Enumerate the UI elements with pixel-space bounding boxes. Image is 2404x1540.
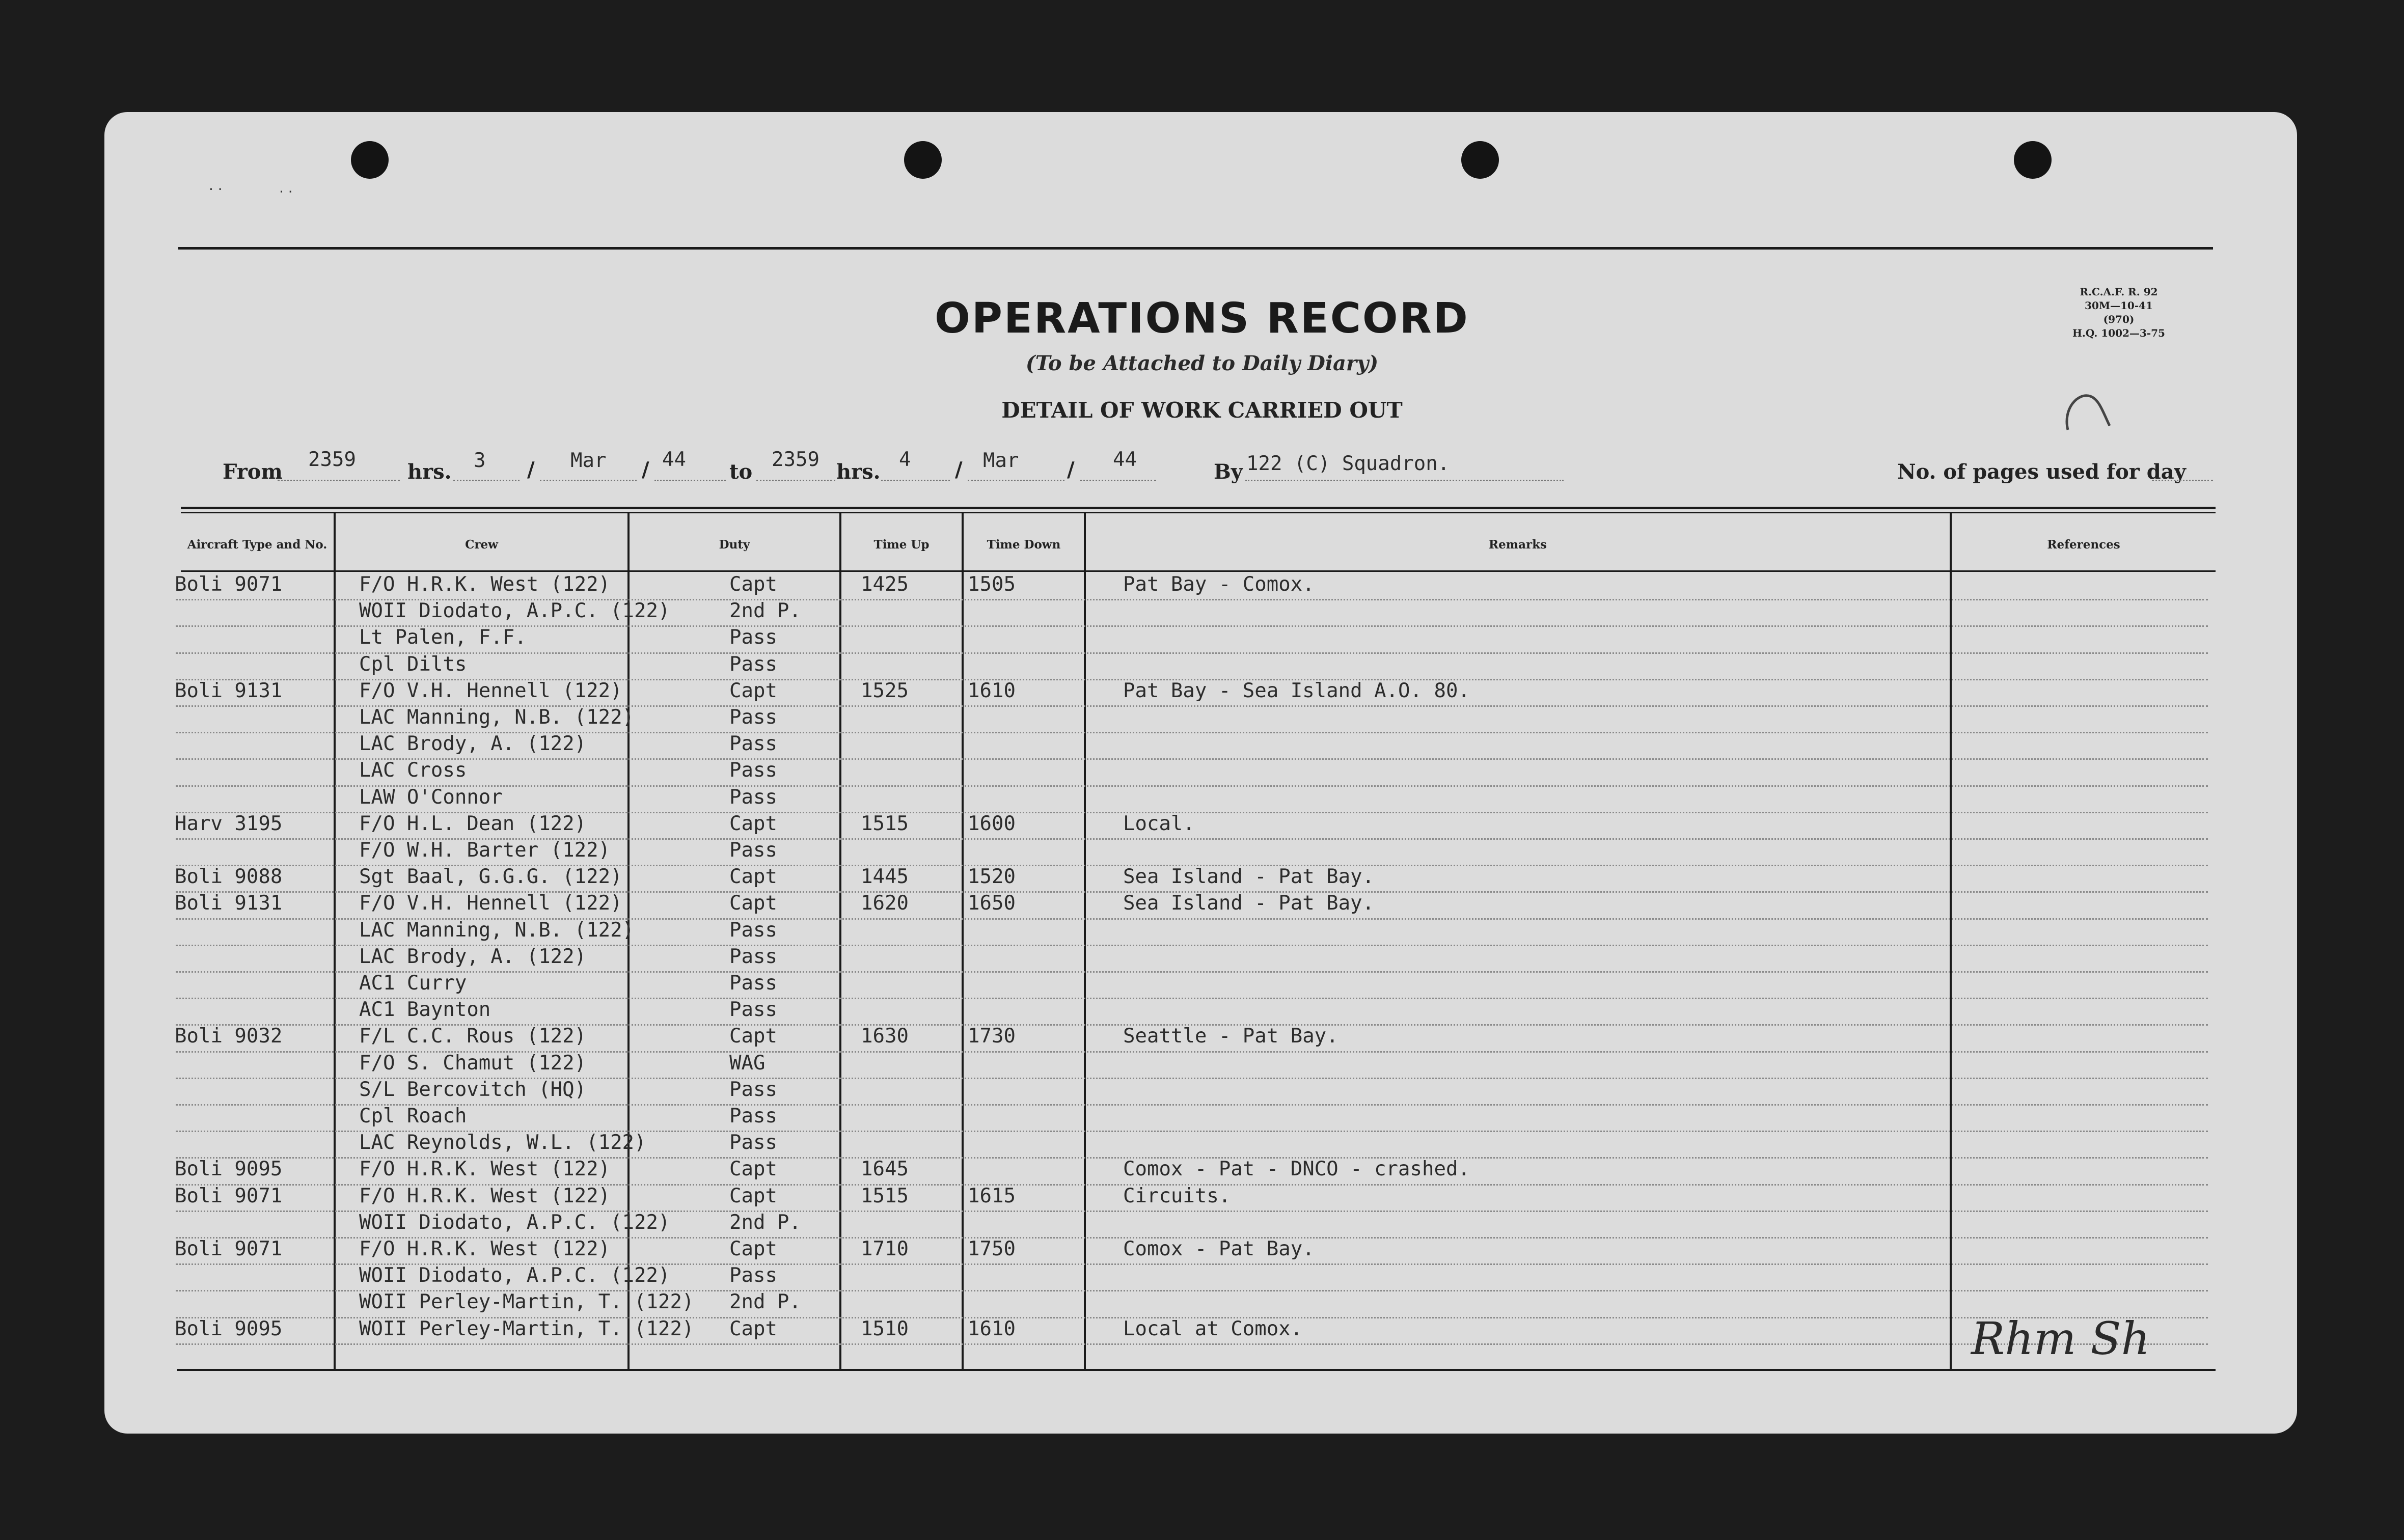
duty-cell: Pass	[729, 786, 777, 809]
duty-cell: Pass	[729, 1131, 777, 1154]
from-month: Mar	[570, 449, 607, 472]
row-rule	[176, 652, 2208, 654]
remarks-cell: Pat Bay - Sea Island A.O. 80.	[1123, 679, 1470, 702]
time-down-cell: 1505	[968, 573, 1016, 596]
duty-cell: 2nd P.	[729, 599, 801, 622]
crew-cell: Sgt Baal, G.G.G. (122)	[359, 865, 622, 888]
crew-cell: LAC Cross	[359, 759, 467, 782]
time-up-cell: 1645	[861, 1158, 909, 1180]
aircraft-cell: Boli 9071	[175, 1185, 283, 1207]
remarks-cell: Local.	[1123, 812, 1195, 835]
duty-cell: 2nd P.	[729, 1211, 801, 1234]
crew-cell: AC1 Curry	[359, 972, 467, 995]
crew-cell: Lt Palen, F.F.	[359, 626, 527, 649]
aircraft-cell: Boli 9131	[175, 892, 283, 915]
time-up-cell: 1525	[861, 679, 909, 702]
duty-cell: WAG	[729, 1052, 766, 1075]
crew-cell: F/O H.R.K. West (122)	[359, 1185, 611, 1207]
from-time-blank	[278, 480, 400, 481]
col-header-duty: Duty	[719, 538, 750, 552]
crew-cell: Cpl Roach	[359, 1105, 467, 1128]
duty-cell: Pass	[729, 945, 777, 968]
to-month: Mar	[983, 449, 1019, 472]
date-slash: /	[955, 458, 963, 482]
squadron-blank	[1245, 480, 1564, 481]
row-rule	[176, 1104, 2208, 1106]
remarks-cell: Local at Comox.	[1123, 1317, 1303, 1340]
by-label: By	[1214, 460, 1243, 484]
crew-cell: WOII Diodato, A.P.C. (122)	[359, 1264, 670, 1287]
remarks-cell: Circuits.	[1123, 1185, 1231, 1207]
crew-cell: LAC Brody, A. (122)	[359, 732, 587, 755]
duty-cell: Pass	[729, 1078, 777, 1101]
crew-cell: WOII Perley-Martin, T. (122)	[359, 1290, 694, 1313]
column-divider	[1950, 513, 1952, 1370]
remarks-cell: Comox - Pat Bay.	[1123, 1238, 1315, 1260]
crew-cell: LAW O'Connor	[359, 786, 503, 809]
duty-cell: Capt	[729, 1238, 777, 1260]
header-rule	[181, 570, 2216, 572]
row-rule	[176, 1343, 2208, 1345]
crew-cell: WOII Perley-Martin, T. (122)	[359, 1317, 694, 1340]
row-rule	[176, 758, 2208, 760]
from-label: From	[223, 460, 283, 484]
crew-cell: F/O S. Chamut (122)	[359, 1052, 587, 1075]
time-up-cell: 1510	[861, 1317, 909, 1340]
handwritten-signature: Rhm Sh	[1971, 1312, 2150, 1365]
time-down-cell: 1610	[968, 679, 1016, 702]
remarks-cell: Seattle - Pat Bay.	[1123, 1025, 1338, 1048]
time-down-cell: 1615	[968, 1185, 1016, 1207]
table-top-rule	[181, 507, 2216, 509]
duty-cell: Capt	[729, 1025, 777, 1048]
crew-cell: F/O V.H. Hennell (122)	[359, 892, 622, 915]
detail-heading: DETAIL OF WORK CARRIED OUT	[1001, 398, 1403, 423]
time-down-cell: 1730	[968, 1025, 1016, 1048]
duty-cell: Pass	[729, 1105, 777, 1128]
to-day-blank	[881, 480, 950, 481]
duty-cell: Pass	[729, 653, 777, 676]
aircraft-cell: Boli 9095	[175, 1317, 283, 1340]
time-down-cell: 1600	[968, 812, 1016, 835]
col-header-remarks: Remarks	[1489, 538, 1547, 552]
crew-cell: LAC Manning, N.B. (122)	[359, 706, 635, 729]
aircraft-cell: Boli 9131	[175, 679, 283, 702]
from-day-blank	[453, 480, 520, 481]
crew-cell: AC1 Baynton	[359, 998, 491, 1021]
duty-cell: Pass	[729, 1264, 777, 1287]
remarks-cell: Comox - Pat - DNCO - crashed.	[1123, 1158, 1470, 1180]
to-time: 2359	[772, 448, 819, 471]
aircraft-cell: Boli 9088	[175, 865, 283, 888]
time-down-cell: 1650	[968, 892, 1016, 915]
hrs-label: hrs.	[836, 460, 881, 484]
aircraft-cell: Boli 9071	[175, 1238, 283, 1260]
time-up-cell: 1445	[861, 865, 909, 888]
crew-cell: LAC Manning, N.B. (122)	[359, 919, 635, 942]
crew-cell: Cpl Dilts	[359, 653, 467, 676]
date-slash: /	[642, 458, 649, 482]
table-bottom-rule	[177, 1369, 2216, 1371]
duty-cell: Pass	[729, 972, 777, 995]
punch-hole	[904, 141, 942, 179]
page-subtitle: (To be Attached to Daily Diary)	[1025, 351, 1379, 375]
squadron: 122 (C) Squadron.	[1246, 452, 1450, 475]
duty-cell: Capt	[729, 1158, 777, 1180]
punch-hole	[1461, 141, 1499, 179]
duty-cell: Pass	[729, 732, 777, 755]
crew-cell: S/L Bercovitch (HQ)	[359, 1078, 587, 1101]
pencil-mark	[2063, 388, 2114, 437]
aircraft-cell: Boli 9032	[175, 1025, 283, 1048]
aircraft-cell: Boli 9095	[175, 1158, 283, 1180]
table-top-rule	[181, 512, 2216, 513]
to-year-blank	[1080, 480, 1156, 481]
duty-cell: Capt	[729, 892, 777, 915]
duty-cell: Pass	[729, 919, 777, 942]
page-title: OPERATIONS RECORD	[935, 294, 1469, 343]
duty-cell: Pass	[729, 839, 777, 862]
scan-speck: · ·	[279, 183, 293, 200]
crew-cell: LAC Brody, A. (122)	[359, 945, 587, 968]
to-day: 4	[899, 448, 911, 471]
duty-cell: Capt	[729, 812, 777, 835]
to-time-blank	[756, 480, 835, 481]
date-slash: /	[1067, 458, 1075, 482]
remarks-cell: Sea Island - Pat Bay.	[1123, 892, 1375, 915]
punch-hole	[351, 141, 389, 179]
form-code: R.C.A.F. R. 92 30M—10-41 (970) H.Q. 1002—3-75	[2072, 286, 2165, 339]
column-divider	[839, 513, 841, 1370]
col-header-aircraft: Aircraft Type and No.	[187, 538, 327, 552]
crew-cell: WOII Diodato, A.P.C. (122)	[359, 1211, 670, 1234]
top-rule	[178, 247, 2213, 250]
row-rule	[176, 971, 2208, 973]
time-up-cell: 1515	[861, 812, 909, 835]
duty-cell: Capt	[729, 865, 777, 888]
col-header-crew: Crew	[465, 538, 498, 552]
date-slash: /	[527, 458, 535, 482]
column-divider	[627, 513, 630, 1370]
col-header-time-up: Time Up	[873, 538, 930, 552]
pages-blank	[2152, 480, 2213, 481]
time-up-cell: 1515	[861, 1185, 909, 1207]
from-month-blank	[540, 480, 637, 481]
crew-cell: F/O H.R.K. West (122)	[359, 573, 611, 596]
pages-label: No. of pages used for day	[1897, 460, 2186, 484]
aircraft-cell: Harv 3195	[175, 812, 283, 835]
from-year-blank	[654, 480, 726, 481]
time-up-cell: 1710	[861, 1238, 909, 1260]
duty-cell: Pass	[729, 759, 777, 782]
scan-speck: · ·	[209, 181, 223, 198]
crew-cell: F/L C.C. Rous (122)	[359, 1025, 587, 1048]
time-down-cell: 1750	[968, 1238, 1016, 1260]
duty-cell: 2nd P.	[729, 1290, 801, 1313]
crew-cell: F/O H.L. Dean (122)	[359, 812, 587, 835]
aircraft-cell: Boli 9071	[175, 573, 283, 596]
time-down-cell: 1610	[968, 1317, 1016, 1340]
crew-cell: F/O V.H. Hennell (122)	[359, 679, 622, 702]
crew-cell: LAC Reynolds, W.L. (122)	[359, 1131, 646, 1154]
time-up-cell: 1620	[861, 892, 909, 915]
crew-cell: F/O H.R.K. West (122)	[359, 1238, 611, 1260]
duty-cell: Capt	[729, 573, 777, 596]
duty-cell: Capt	[729, 1185, 777, 1207]
column-divider	[962, 513, 964, 1370]
duty-cell: Capt	[729, 679, 777, 702]
remarks-cell: Sea Island - Pat Bay.	[1123, 865, 1375, 888]
hrs-label: hrs.	[407, 460, 452, 484]
column-divider	[1084, 513, 1086, 1370]
crew-cell: F/O H.R.K. West (122)	[359, 1158, 611, 1180]
time-up-cell: 1425	[861, 573, 909, 596]
to-month-blank	[968, 480, 1064, 481]
col-header-references: References	[2047, 538, 2120, 552]
crew-cell: WOII Diodato, A.P.C. (122)	[359, 599, 670, 622]
duty-cell: Pass	[729, 626, 777, 649]
from-time: 2359	[308, 448, 356, 471]
to-label: to	[729, 460, 753, 484]
crew-cell: F/O W.H. Barter (122)	[359, 839, 611, 862]
remarks-cell: Pat Bay - Comox.	[1123, 573, 1315, 596]
column-divider	[334, 513, 336, 1370]
from-year: 44	[662, 448, 686, 471]
col-header-time-down: Time Down	[987, 538, 1061, 552]
time-up-cell: 1630	[861, 1025, 909, 1048]
to-year: 44	[1113, 448, 1137, 471]
from-day: 3	[474, 449, 486, 472]
time-down-cell: 1520	[968, 865, 1016, 888]
duty-cell: Pass	[729, 706, 777, 729]
punch-hole	[2014, 141, 2052, 179]
duty-cell: Capt	[729, 1317, 777, 1340]
duty-cell: Pass	[729, 998, 777, 1021]
